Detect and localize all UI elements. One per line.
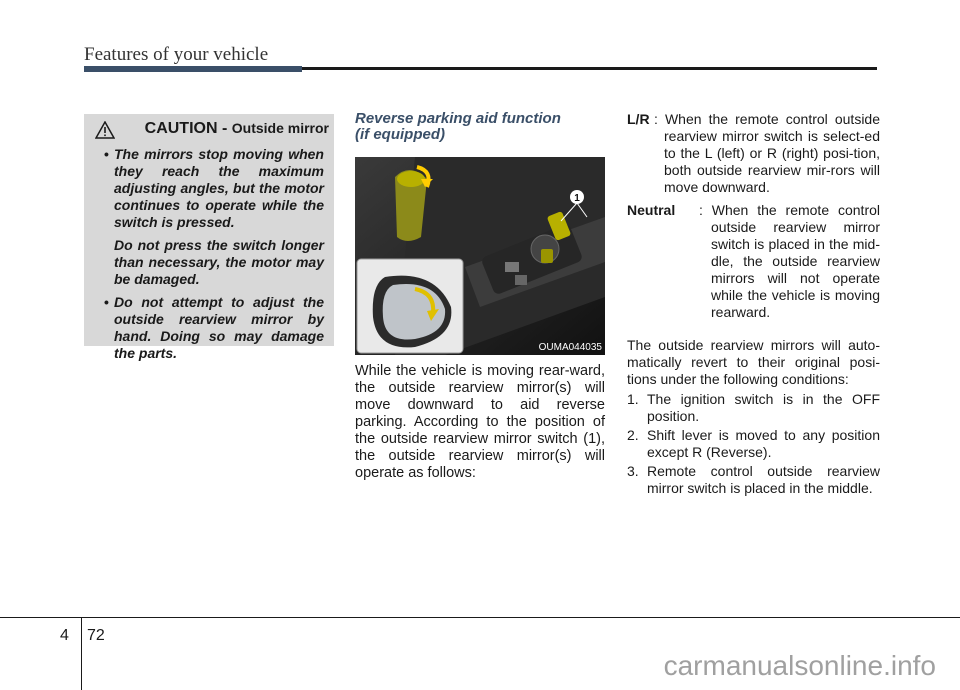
mirror-switch-figure	[355, 157, 605, 355]
revert-intro: The outside rearview mirrors will auto-matically revert to their original posi-tions under the following conditions:	[627, 337, 880, 387]
condition-number: 2.	[627, 427, 639, 443]
caution-item	[84, 294, 324, 362]
condition-text: The ignition switch is in the OFF position.	[647, 391, 880, 424]
right-column	[627, 111, 880, 499]
caution-title-main: CAUTION -	[144, 120, 232, 137]
watermark: carmanualsonline.info	[663, 650, 936, 681]
condition-number: 3.	[627, 463, 639, 479]
caution-item-text: The mirrors stop moving when they reach the maximum adjusting angles, but the motor continues to operate while the switch is pressed.	[114, 146, 324, 230]
page-header-title: Features of your vehicle	[84, 44, 269, 65]
definition-lr	[627, 111, 880, 196]
definition-desc: : When the remote control outside rearview mirror switch is placed in the mid-dle, the outside rearview mirrors will not operate while the vehicle is moving rearward.	[699, 202, 880, 320]
footer-rule	[0, 617, 960, 618]
condition-number: 1.	[627, 391, 639, 407]
condition-text: Remote control outside rearview mirror switch is placed in the middle.	[647, 463, 880, 496]
caution-box	[84, 114, 334, 361]
definition-term: Neutral	[627, 202, 676, 218]
definition-desc: : When the remote control outside rearview mirror switch is select-ed to the L (left) or R (right) posi-tion, both outside rearview mir-rors will move downward.	[654, 111, 880, 195]
caution-item-text: Do not attempt to adjust the outside rearview mirror by hand. Doing so may damage the parts.	[114, 294, 324, 361]
condition-item	[627, 427, 880, 461]
section-title	[355, 111, 605, 143]
caution-list	[84, 146, 324, 362]
condition-text: Shift lever is moved to any position except R (Reverse).	[647, 427, 880, 460]
caution-title	[97, 120, 329, 138]
callout-number: 1	[574, 193, 580, 204]
caution-title-sub: Outside mirror	[231, 120, 329, 136]
header-accent-bar	[84, 66, 302, 72]
section-title-line2: (if equipped)	[355, 126, 445, 143]
figure-caption: OUMA044035	[538, 342, 602, 353]
caution-item	[84, 146, 324, 231]
mirror-switch-illustration	[355, 157, 605, 355]
bullet: •	[104, 294, 109, 310]
definition-term: L/R	[627, 111, 650, 127]
bullet: •	[104, 146, 109, 162]
definition-neutral	[627, 202, 880, 321]
footer-chapter-number: 4	[60, 627, 69, 644]
condition-item	[627, 463, 880, 497]
body-paragraph: While the vehicle is moving rear-ward, the outside rearview mirror(s) will move downward to aid reverse parking. According to the position of the outside rearview mirror switch (1), the outside rearview mirror(s) will operate as follows:	[355, 363, 605, 481]
condition-item	[627, 391, 880, 425]
section-title-line1: Reverse parking aid function	[355, 110, 561, 127]
caution-item-extra: Do not press the switch longer than necessary, the motor may be damaged.	[114, 237, 324, 287]
footer-page-number: 72	[87, 627, 105, 644]
footer-divider	[81, 617, 82, 690]
